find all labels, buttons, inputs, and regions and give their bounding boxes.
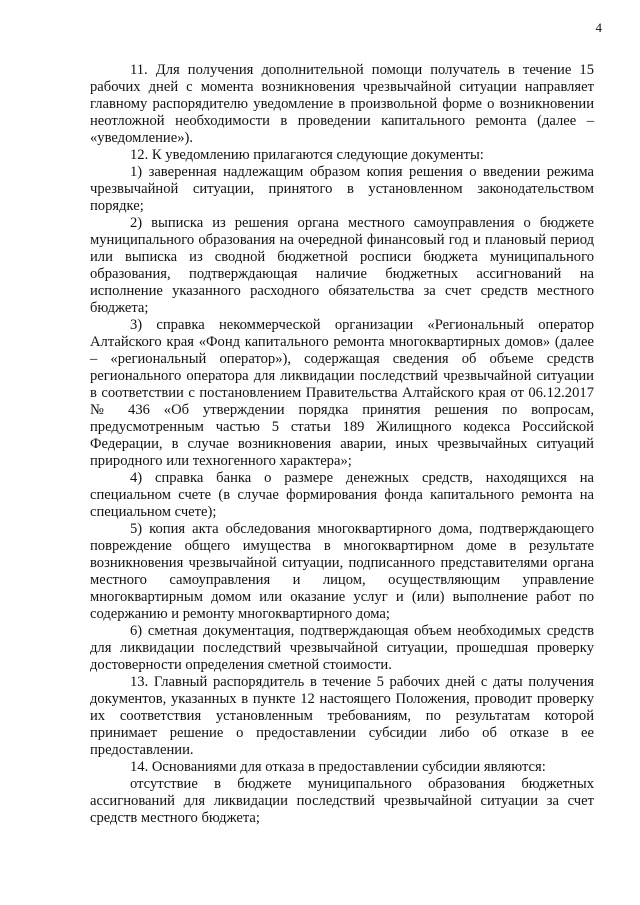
paragraph-14: 14. Основаниями для отказа в предоставлении субсидии являются: [130,759,546,775]
list-item-12-1: 1) заверенная надлежащим образом копия решения о введении режима чрезвычайной ситуации, принятого в установленном законодательством порядке; [90,164,594,214]
paragraph-13: 13. Главный распорядитель в течение 5 рабочих дней с даты получения документов, указанных в пункте 12 настоящего Положения, проводит проверку их соответствия установленным требованиям, по результатам которой принимает решение о предоставлении субсидии либо об отказе в ее предоставлении. [90,674,594,758]
paragraph-14-reason-1: отсутствие в бюджете муниципального образования бюджетных ассигнований для ликвидации последствий чрезвычайной ситуации за счет средств местного бюджета; [90,776,594,826]
list-item-12-3: 3) справка некоммерческой организации «Региональный оператор Алтайского края «Фонд капитального ремонта многоквартирных домов» (далее – «региональный оператор»), содержащая сведения об объеме средств регионального оператора для ликвидации последствий чрезвычайной ситуации в соответствии с постановлением Правительства Алтайского края от 06.12.2017 № 436 «Об утверждении порядка принятия решения по вопросам, предусмотренным частью 5 статьи 189 Жилищного кодекса Российской Федерации, в случае возникновения аварии, иных чрезвычайных ситуаций природного или техногенного характера»; [90,317,594,469]
list-item-12-4: 4) справка банка о размере денежных средств, находящихся на специальном счете (в случае формирования фонда капитального ремонта на специальном счете); [90,470,594,520]
paragraph-12: 12. К уведомлению прилагаются следующие документы: [130,147,484,163]
list-item-12-5: 5) копия акта обследования многоквартирного дома, подтверждающего повреждение общего имущества в многоквартирном доме в результате возникновения чрезвычайной ситуации, подписанного представителями органа местного самоуправления и лицом, осуществляющим управление многоквартирным домом или оказание услуг и (или) выполнение работ по содержанию и ремонту многоквартирного дома; [90,521,594,622]
paragraph-11: 11. Для получения дополнительной помощи получатель в течение 15 рабочих дней с момента возникновения чрезвычайной ситуации направляет главному распорядителю уведомление в произвольной форме о возникновении неотложной необходимости в проведении капитального ремонта (далее – «уведомление»). [90,62,594,146]
list-item-12-2: 2) выписка из решения органа местного самоуправления о бюджете муниципального образования на очередной финансовый год и плановый период или выписка из сводной бюджетной росписи бюджета муниципального образования, подтверждающая наличие бюджетных ассигнований на исполнение указанного расходного обязательства за счет средств местного бюджета; [90,215,594,316]
document-body [90,62,594,827]
page-number: 4 [595,20,602,35]
list-item-12-6: 6) сметная документация, подтверждающая объем необходимых средств для ликвидации последствий чрезвычайной ситуации, прошедшая проверку достоверности определения сметной стоимости. [90,623,594,673]
